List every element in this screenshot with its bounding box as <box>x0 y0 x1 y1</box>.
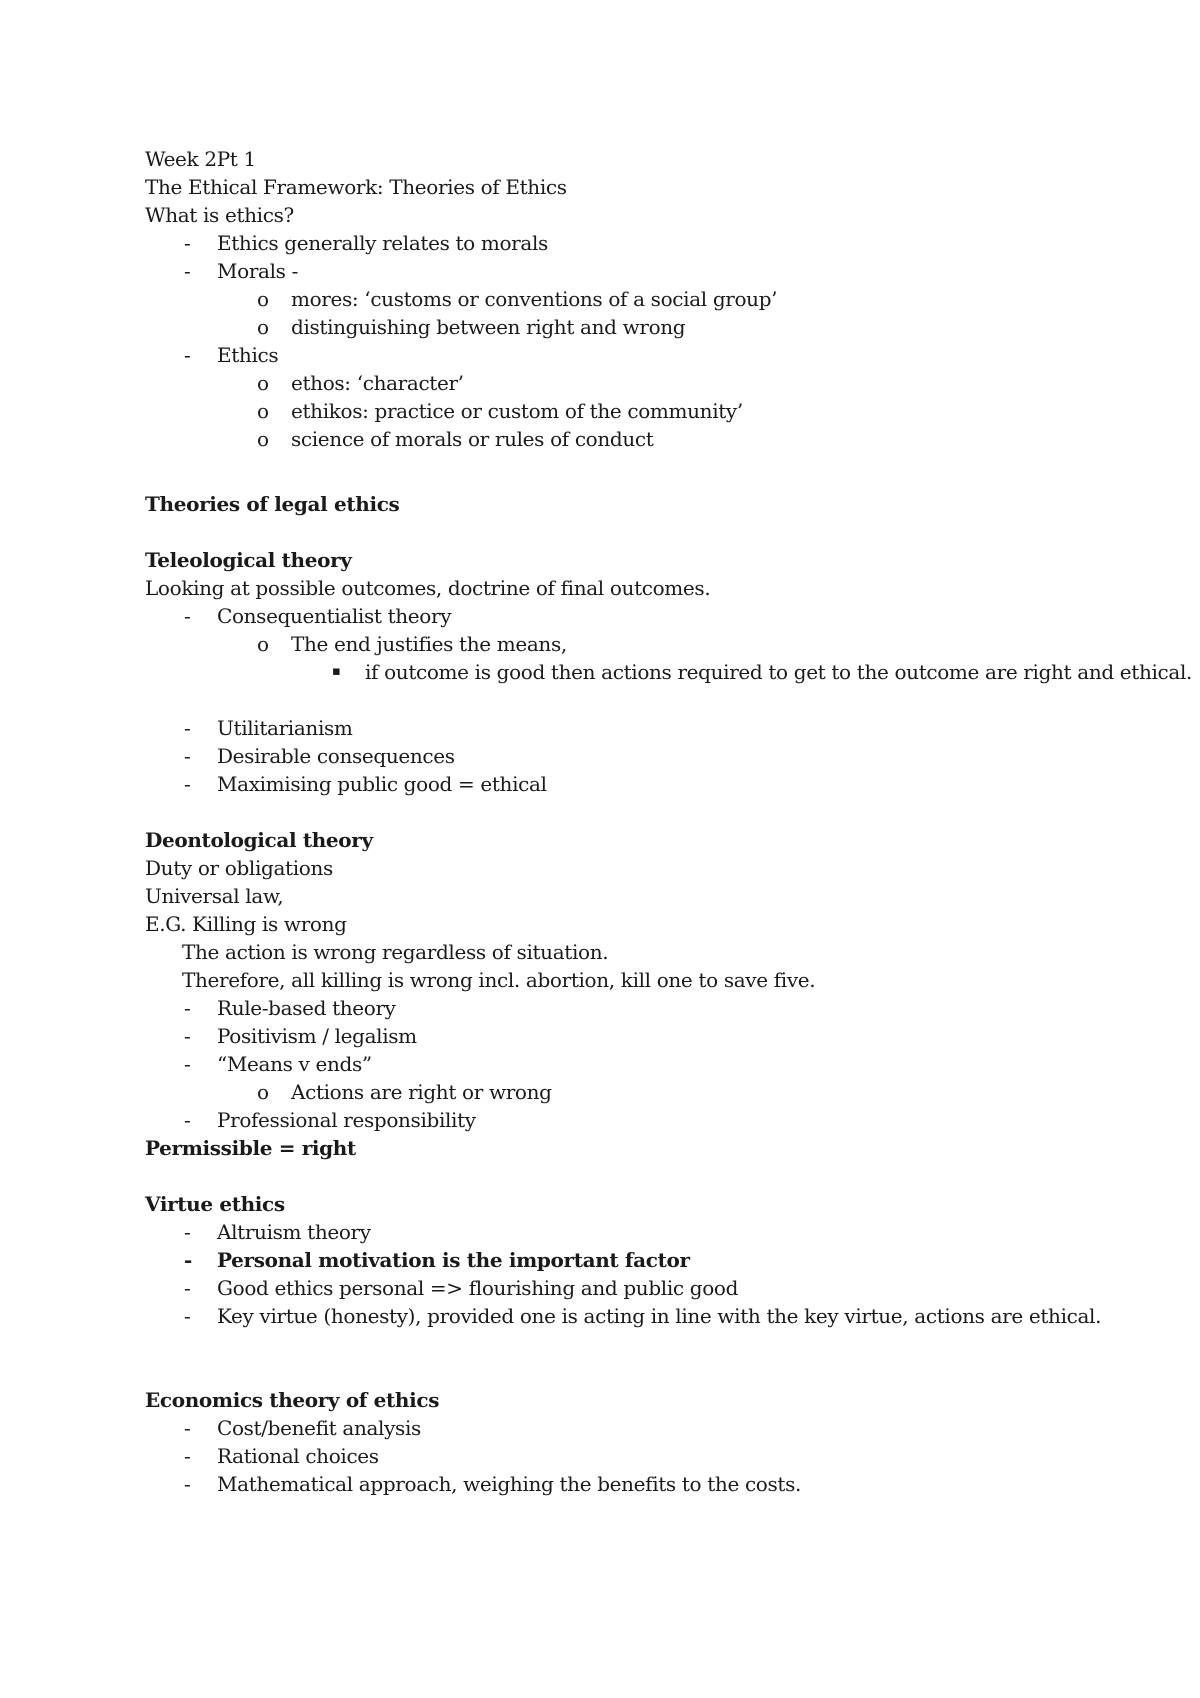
list-item-text: Professional responsibility <box>217 1108 476 1132</box>
week-label: Week 2Pt 1 <box>145 147 256 171</box>
sub-list-item <box>145 285 1200 313</box>
list-item-text: Desirable consequences <box>217 744 455 768</box>
list-item-text: Consequentialist theory <box>217 604 452 628</box>
dash-bullet: - <box>184 1220 191 1244</box>
circle-bullet: o <box>257 427 269 451</box>
list-item <box>145 602 1167 630</box>
dash-bullet: - <box>184 744 191 768</box>
list-item-text: ethos: ‘character’ <box>291 371 464 395</box>
list-item <box>145 1442 1167 1470</box>
list-item-text: “Means v ends” <box>217 1052 372 1076</box>
dash-bullet: - <box>184 343 191 367</box>
sub-list-item <box>145 313 1200 341</box>
dash-bullet: - <box>184 772 191 796</box>
dash-bullet: - <box>184 1052 191 1076</box>
bold-statement: Permissible = right <box>145 1136 356 1160</box>
sub-list-item <box>145 369 1200 397</box>
indented-paragraph: The action is wrong regardless of situation. <box>182 940 609 964</box>
square-bullet: ▪ <box>332 664 341 679</box>
dash-bullet: - <box>184 996 191 1020</box>
sub-sub-list-item <box>145 658 1200 686</box>
list-item-text: distinguishing between right and wrong <box>291 315 686 339</box>
dash-bullet: - <box>184 1472 191 1496</box>
dash-bullet: - <box>184 716 191 740</box>
list-item <box>145 742 1167 770</box>
dash-bullet: - <box>184 1248 192 1272</box>
list-item <box>145 1022 1167 1050</box>
dash-bullet: - <box>184 1024 191 1048</box>
list-item-text: Maximising public good = ethical <box>217 772 547 796</box>
circle-bullet: o <box>257 315 269 339</box>
list-item <box>145 994 1167 1022</box>
list-item-text: Ethics <box>217 343 279 367</box>
list-item <box>145 1274 1167 1302</box>
sub-list-item <box>145 1078 1200 1106</box>
list-item-text: Key virtue (honesty), provided one is acting in line with the key virtue, actions are ethical. <box>217 1304 1102 1328</box>
list-item <box>145 229 1167 257</box>
list-item-text: Actions are right or wrong <box>291 1080 552 1104</box>
section-heading: Theories of legal ethics <box>145 492 400 516</box>
paragraph: Universal law, <box>145 884 284 908</box>
list-item <box>145 1106 1167 1134</box>
dash-bullet: - <box>184 604 191 628</box>
list-item <box>145 257 1167 285</box>
circle-bullet: o <box>257 371 269 395</box>
list-item-text: Mathematical approach, weighing the benefits to the costs. <box>217 1472 802 1496</box>
list-item-text: Morals - <box>217 259 298 283</box>
list-item-text: Cost/benefit analysis <box>217 1416 421 1440</box>
sub-list-item <box>145 630 1200 658</box>
dash-bullet: - <box>184 1304 191 1328</box>
dash-bullet: - <box>184 259 191 283</box>
list-item <box>145 770 1167 798</box>
circle-bullet: o <box>257 399 269 423</box>
paragraph: E.G. Killing is wrong <box>145 912 347 936</box>
list-item <box>145 714 1167 742</box>
list-item <box>145 1218 1167 1246</box>
virtue-heading: Virtue ethics <box>145 1192 285 1216</box>
deontological-heading: Deontological theory <box>145 828 373 852</box>
list-item <box>145 1302 1167 1330</box>
list-item-text: Positivism / legalism <box>217 1024 417 1048</box>
sub-list-item <box>145 397 1200 425</box>
list-item-text: Rational choices <box>217 1444 379 1468</box>
dash-bullet: - <box>184 1416 191 1440</box>
list-item-text: ethikos: practice or custom of the community’ <box>291 399 743 423</box>
list-item-text: mores: ‘customs or conventions of a social group’ <box>291 287 778 311</box>
list-item-text: Altruism theory <box>217 1220 371 1244</box>
intro-question: What is ethics? <box>145 203 294 227</box>
list-item <box>145 1050 1167 1078</box>
list-item <box>145 1414 1167 1442</box>
paragraph: Duty or obligations <box>145 856 333 880</box>
list-item-text: Rule-based theory <box>217 996 396 1020</box>
sub-list-item <box>145 425 1200 453</box>
list-item <box>145 341 1167 369</box>
list-item-text: Personal motivation is the important factor <box>217 1248 690 1272</box>
list-item <box>145 1246 1167 1274</box>
list-item-text: if outcome is good then actions required to get to the outcome are right and ethical. <box>365 660 1193 684</box>
circle-bullet: o <box>257 287 269 311</box>
teleological-description: Looking at possible outcomes, doctrine of final outcomes. <box>145 576 711 600</box>
dash-bullet: - <box>184 1276 191 1300</box>
list-item-text: science of morals or rules of conduct <box>291 427 654 451</box>
indented-paragraph: Therefore, all killing is wrong incl. abortion, kill one to save five. <box>182 968 816 992</box>
dash-bullet: - <box>184 231 191 255</box>
dash-bullet: - <box>184 1108 191 1132</box>
list-item-text: Utilitarianism <box>217 716 353 740</box>
dash-bullet: - <box>184 1444 191 1468</box>
document-title: The Ethical Framework: Theories of Ethics <box>145 175 567 199</box>
circle-bullet: o <box>257 632 269 656</box>
economics-heading: Economics theory of ethics <box>145 1388 440 1412</box>
teleological-heading: Teleological theory <box>145 548 352 572</box>
circle-bullet: o <box>257 1080 269 1104</box>
list-item-text: The end justifies the means, <box>291 632 567 656</box>
list-item <box>145 1470 1167 1498</box>
list-item-text: Ethics generally relates to morals <box>217 231 548 255</box>
list-item-text: Good ethics personal => flourishing and public good <box>217 1276 739 1300</box>
